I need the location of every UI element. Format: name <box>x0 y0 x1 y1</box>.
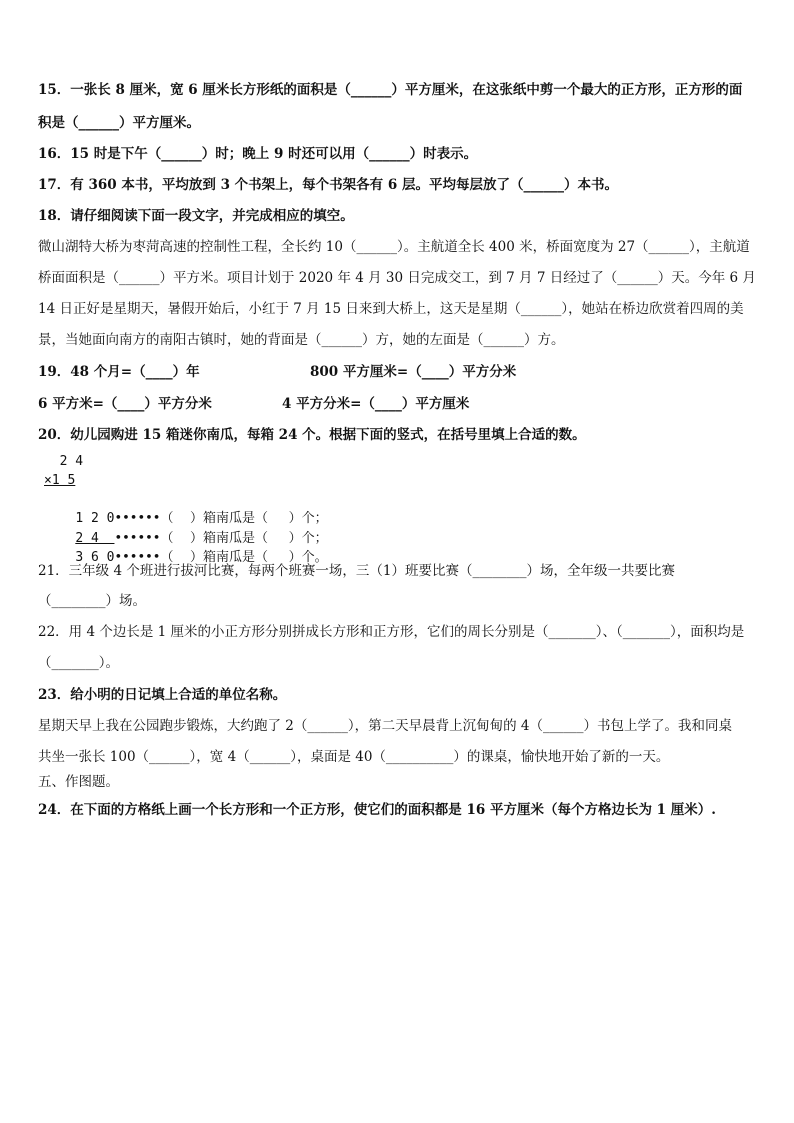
calc-row-multiplier: ×1 5 <box>44 473 76 488</box>
calc-result-number: 3 6 0 <box>75 550 115 565</box>
calc-row-multiplicand: 2 4 <box>44 454 84 469</box>
q17: 17．有 360 本书，平均放到 3 个书架上，每个书架各有 6 层。平均每层放了（______）本书。 <box>38 177 618 193</box>
q22-line1: 22．用 4 个边长是 1 厘米的小正方形分别拼成长方形和正方形，它们的周长分别是（_______）、（_______），面积均是 <box>38 624 745 640</box>
q19-c: 6 平方米=（____）平方分米 <box>38 396 212 412</box>
q15-line1: 15．一张长 8 厘米，宽 6 厘米长方形纸的面积是（______）平方厘米，在这张纸中剪一个最大的正方形，正方形的面 <box>38 82 743 98</box>
q19-a: 19．48 个月=（____）年 <box>38 364 200 380</box>
q23-line2: 共坐一张长 100（______），宽 4（______），桌面是 40（__________）的课桌，愉快地开始了新的一天。 <box>38 749 670 765</box>
q18-line1: 微山湖特大桥为枣菏高速的控制性工程，全长约 10（______）。主航道全长 400 米，桥面宽度为 27（______），主航道 <box>38 239 750 255</box>
q19-d: 4 平方分米=（____）平方厘米 <box>282 396 470 412</box>
q18-line2: 桥面面积是（______）平方米。项目计划于 2020 年 4 月 30 日完成交工，到 7 月 7 日经过了（______）天。今年 6 月 <box>38 270 756 286</box>
calc-partial2-text: ••••••（ ）箱南瓜是（ ）个； <box>114 531 328 546</box>
calc-partial1-number: 1 2 0 <box>75 511 115 526</box>
q21-line2: （________）场。 <box>38 593 146 609</box>
q16: 16．15 时是下午（______）时；晚上 9 时还可以用（______）时表示。 <box>38 146 478 162</box>
q23-line1: 星期天早上我在公园跑步锻炼，大约跑了 2（______），第二天早晨背上沉甸甸的 4（______）书包上学了。我和同桌 <box>38 718 733 734</box>
section-5-heading: 五、作图题。 <box>38 774 119 790</box>
q21-line1: 21．三年级 4 个班进行拔河比赛，每两个班赛一场，三（1）班要比赛（________）场，全年级一共要比赛 <box>38 563 675 579</box>
q22-line2: （_______）。 <box>38 655 119 671</box>
q15-line2: 积是（______）平方厘米。 <box>38 115 200 131</box>
q18-title: 18．请仔细阅读下面一段文字，并完成相应的填空。 <box>38 208 354 224</box>
q20-title: 20．幼儿园购进 15 箱迷你南瓜，每箱 24 个。根据下面的竖式，在括号里填上合适的数。 <box>38 427 586 443</box>
calc-result-text: ••••••（ ）箱南瓜是（ ）个。 <box>114 550 328 565</box>
q18-line3: 14 日正好是星期天，暑假开始后，小红于 7 月 15 日来到大桥上，这天是星期（______），她站在桥边欣赏着四周的美 <box>38 301 744 317</box>
q19-b: 800 平方厘米=（____）平方分米 <box>310 364 517 380</box>
calc-partial2-number: 2 4 <box>75 531 115 546</box>
q24: 24．在下面的方格纸上画一个长方形和一个正方形，使它们的面积都是 16 平方厘米（每个方格边长为 1 厘米）. <box>38 802 716 818</box>
q18-line4: 景，当她面向南方的南阳古镇时，她的背面是（______）方，她的左面是（______）方。 <box>38 332 565 348</box>
calc-partial1-text: ••••••（ ）箱南瓜是（ ）个； <box>114 511 328 526</box>
q23-title: 23．给小明的日记填上合适的单位名称。 <box>38 687 287 703</box>
